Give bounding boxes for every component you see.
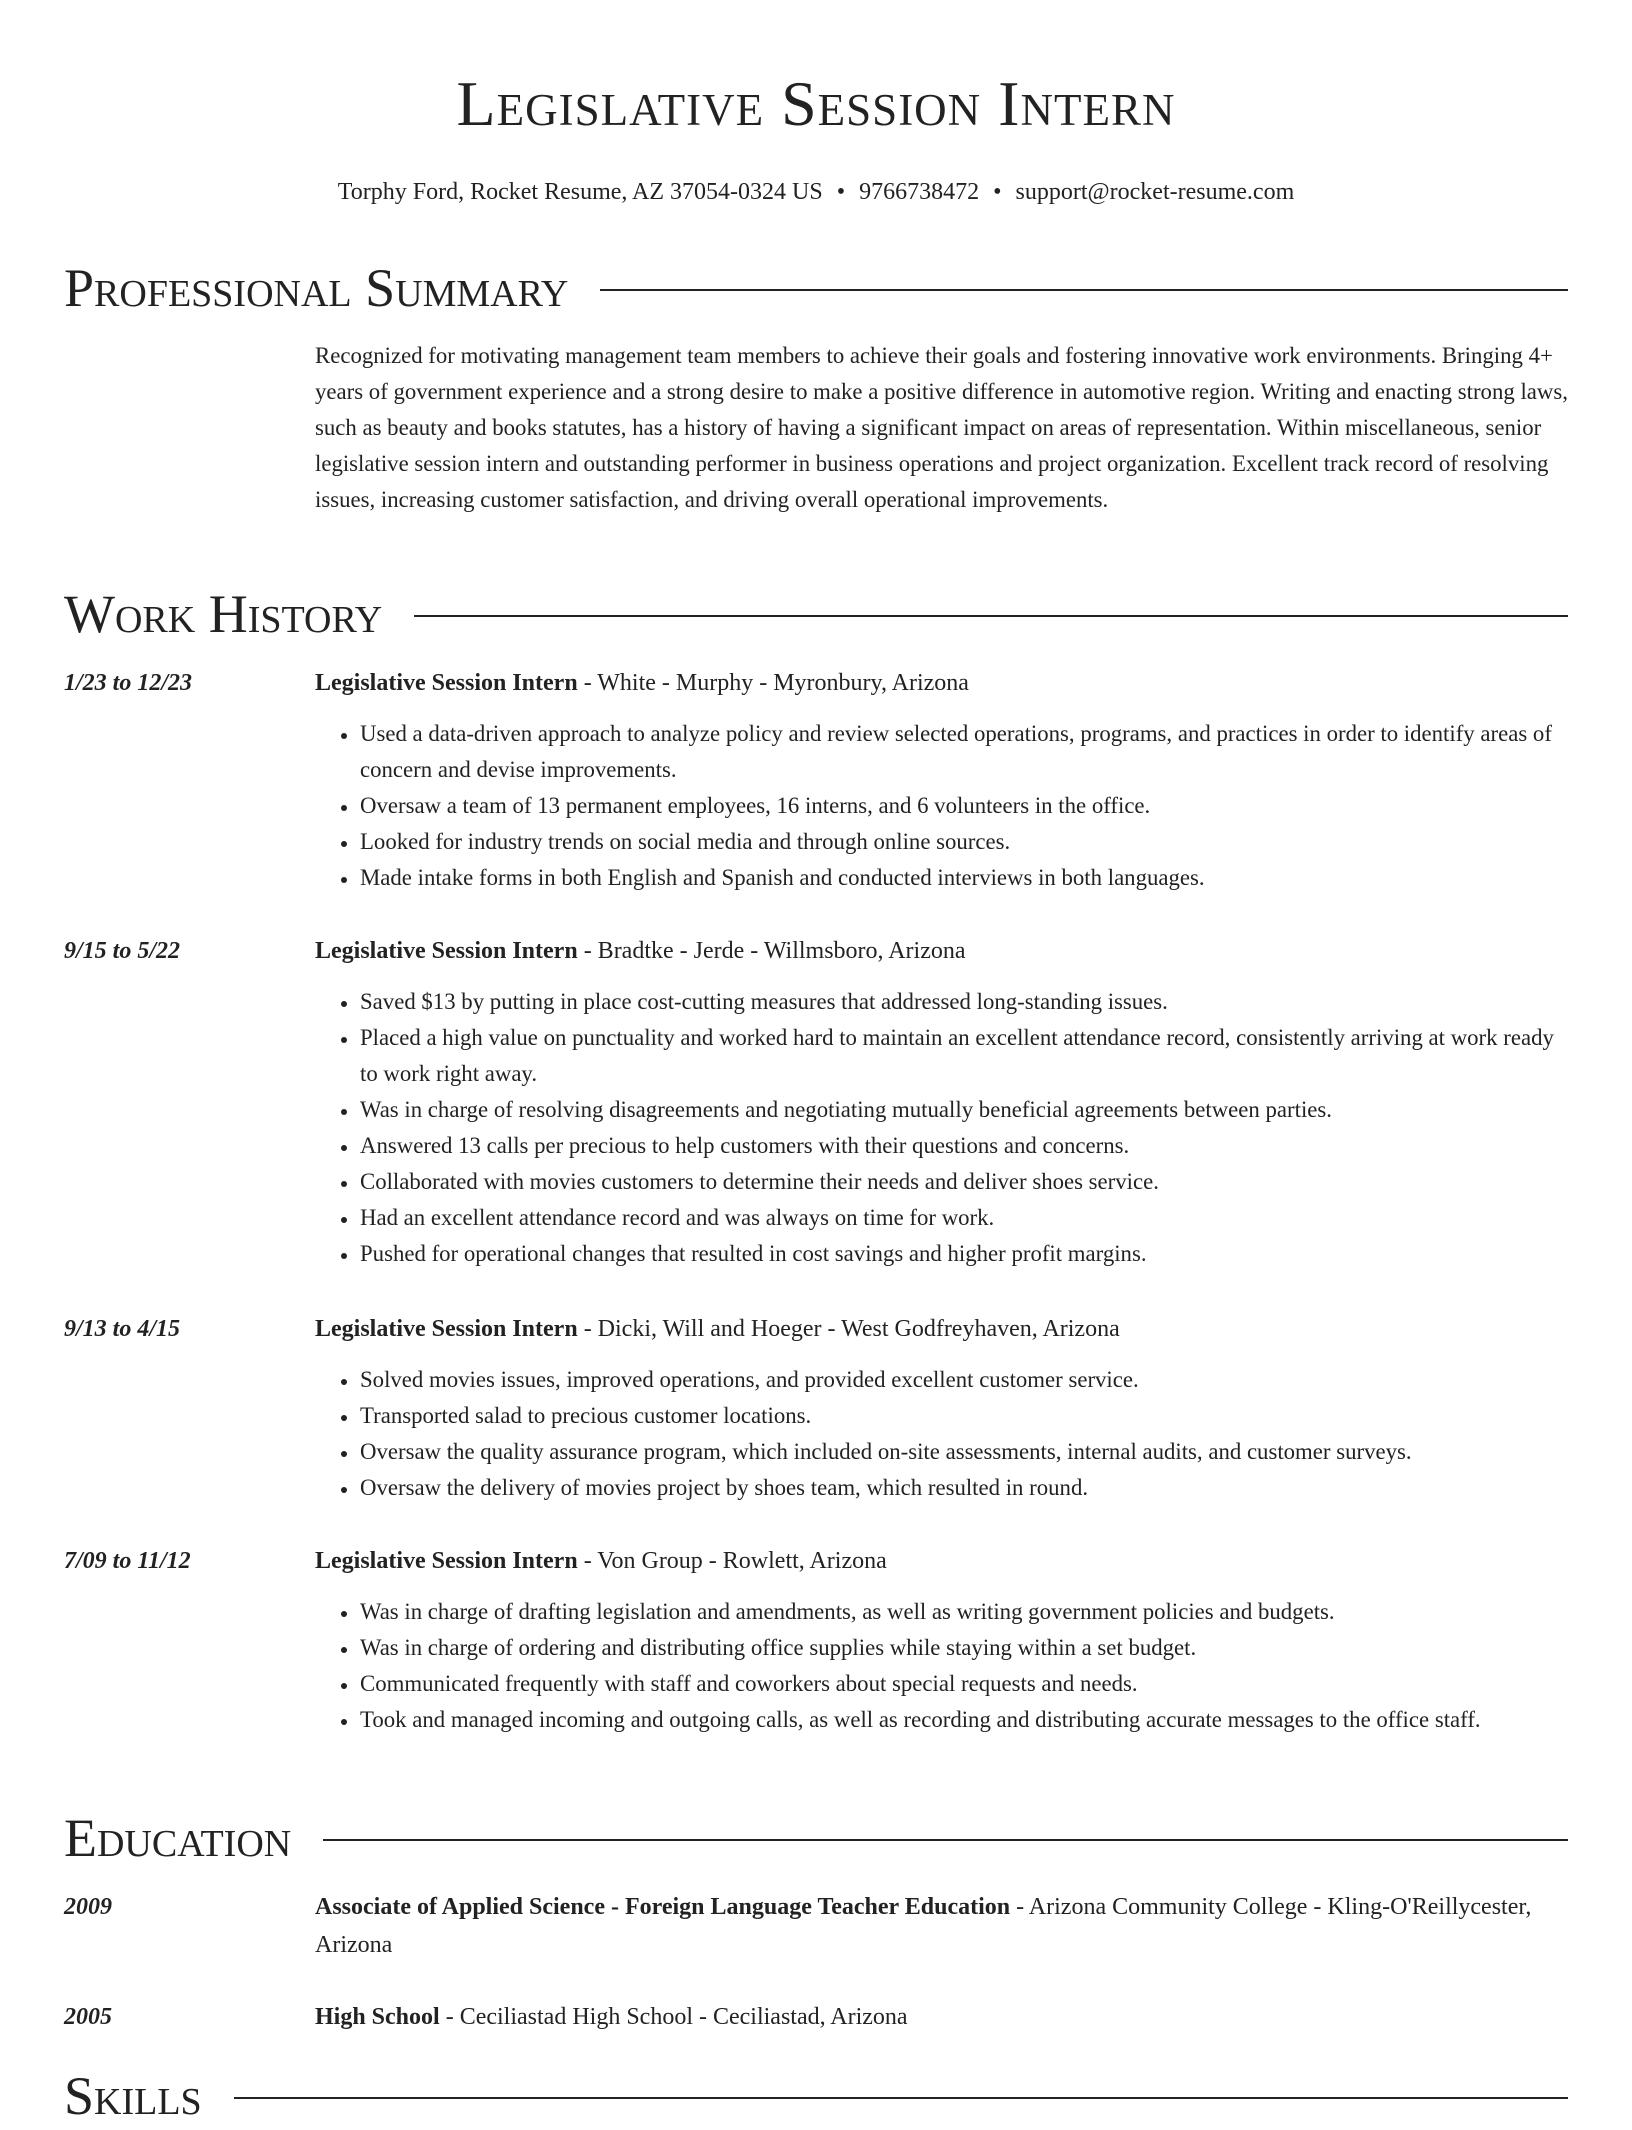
list-item: • Was in charge of drafting legislation and amendments, as well as writing government policies and budgets. <box>359 1594 1568 1630</box>
work-employer: - White - Murphy - Myronbury, Arizona <box>577 670 969 696</box>
work-heading <box>315 1310 1568 1348</box>
section-header-education <box>64 1804 1568 1872</box>
contact-address: Torphy Ford, Rocket Resume, AZ 37054-0324 US <box>337 179 823 205</box>
list-item: • Had an excellent attendance record and was always on time for work. <box>359 1200 1568 1236</box>
education-degree: Associate of Applied Science - Foreign Language Teacher Education <box>315 1894 1011 1920</box>
work-entry <box>64 1310 1568 1506</box>
work-bullets <box>64 716 1568 896</box>
education-entry <box>64 1998 1568 2036</box>
work-dates: 1/23 to 12/23 <box>64 670 193 696</box>
section-divider <box>414 615 1568 617</box>
section-header-skills <box>64 2062 1568 2130</box>
education-school: - Ceciliastad High School - Ceciliastad, Arizona <box>439 2004 908 2030</box>
work-heading <box>315 932 1568 970</box>
list-item: • Oversaw a team of 13 permanent employees, 16 interns, and 6 volunteers in the office. <box>359 788 1568 824</box>
work-entry <box>64 1542 1568 1738</box>
work-entry <box>64 664 1568 896</box>
work-bullets <box>64 1362 1568 1506</box>
list-item: • Communicated frequently with staff and coworkers about special requests and needs. <box>359 1666 1568 1702</box>
list-item: • Oversaw the delivery of movies project by shoes team, which resulted in round. <box>359 1470 1568 1506</box>
work-dates: 9/13 to 4/15 <box>64 1316 181 1342</box>
list-item: • Made intake forms in both English and Spanish and conducted interviews in both languages. <box>359 860 1568 896</box>
section-divider <box>323 1839 1568 1841</box>
section-title: Education <box>64 1808 292 1868</box>
section-title: Skills <box>64 2066 202 2126</box>
list-item: • Solved movies issues, improved operations, and provided excellent customer service. <box>359 1362 1568 1398</box>
list-item: • Oversaw the quality assurance program, which included on-site assessments, internal audits, and customer surveys. <box>359 1434 1568 1470</box>
education-school: - Arizona Community College - Kling-O'Reillycester, Arizona <box>315 1894 1532 1958</box>
education-entry <box>64 1888 1568 1964</box>
list-item: • Took and managed incoming and outgoing calls, as well as recording and distributing accurate messages to the office staff. <box>359 1702 1568 1738</box>
summary-text: Recognized for motivating management team members to achieve their goals and fostering innovative work environments. Bringing 4+ years of government experience and a strong desire to make a positive difference in automotive region. Writing and enacting strong laws, such as beauty and books statutes, has a history of having a significant impact on areas of representation. Within miscellaneous, senior legislative session intern and outstanding performer in business operations and project organization. Excellent track record of resolving issues, increasing customer satisfaction, and driving overall operational improvements. <box>315 343 1568 512</box>
work-employer: - Bradtke - Jerde - Willmsboro, Arizona <box>577 938 966 964</box>
list-item: • Saved $13 by putting in place cost-cutting measures that addressed long-standing issues. <box>359 984 1568 1020</box>
resume-name: Legislative Session Intern <box>456 68 1176 139</box>
contact-separator: • <box>993 179 1002 205</box>
education-heading <box>315 1888 1568 1964</box>
section-title: Work History <box>64 584 383 644</box>
work-bullets <box>64 1594 1568 1738</box>
list-item: • Transported salad to precious customer locations. <box>359 1398 1568 1434</box>
list-item: • Answered 13 calls per precious to help customers with their questions and concerns. <box>359 1128 1568 1164</box>
work-bullets <box>64 984 1568 1272</box>
contact-line <box>0 172 1632 212</box>
work-heading <box>315 664 1568 702</box>
work-heading <box>315 1542 1568 1580</box>
education-heading <box>315 1998 1568 2036</box>
work-dates: 7/09 to 11/12 <box>64 1548 191 1574</box>
work-title: Legislative Session Intern <box>315 1316 578 1342</box>
work-entry <box>64 932 1568 1272</box>
list-item: • Pushed for operational changes that resulted in cost savings and higher profit margins. <box>359 1236 1568 1272</box>
list-item: • Used a data-driven approach to analyze policy and review selected operations, programs, and practices in order to identify areas of concern and devise improvements. <box>359 716 1568 788</box>
work-dates: 9/15 to 5/22 <box>64 938 181 964</box>
section-header-summary <box>64 254 1568 322</box>
work-title: Legislative Session Intern <box>315 938 578 964</box>
education-year: 2005 <box>64 2004 112 2030</box>
work-title: Legislative Session Intern <box>315 670 578 696</box>
education-degree: High School <box>315 2004 440 2030</box>
list-item: • Placed a high value on punctuality and worked hard to maintain an excellent attendance record, consistently arriving at work ready to work right away. <box>359 1020 1568 1092</box>
list-item: • Looked for industry trends on social media and through online sources. <box>359 824 1568 860</box>
education-year: 2009 <box>64 1894 112 1920</box>
list-item: • Collaborated with movies customers to determine their needs and deliver shoes service. <box>359 1164 1568 1200</box>
contact-email: support@rocket-resume.com <box>1015 179 1295 205</box>
list-item: • Was in charge of ordering and distributing office supplies while staying within a set budget. <box>359 1630 1568 1666</box>
work-employer: - Dicki, Will and Hoeger - West Godfreyhaven, Arizona <box>577 1316 1120 1342</box>
contact-phone: 9766738472 <box>859 179 980 205</box>
work-title: Legislative Session Intern <box>315 1548 578 1574</box>
section-divider <box>600 289 1568 291</box>
section-header-work-history <box>64 580 1568 648</box>
list-item: • Was in charge of resolving disagreements and negotiating mutually beneficial agreements between parties. <box>359 1092 1568 1128</box>
contact-separator: • <box>836 179 846 205</box>
work-employer: - Von Group - Rowlett, Arizona <box>577 1548 887 1574</box>
section-title: Professional Summary <box>64 258 569 318</box>
section-divider <box>234 2097 1568 2099</box>
